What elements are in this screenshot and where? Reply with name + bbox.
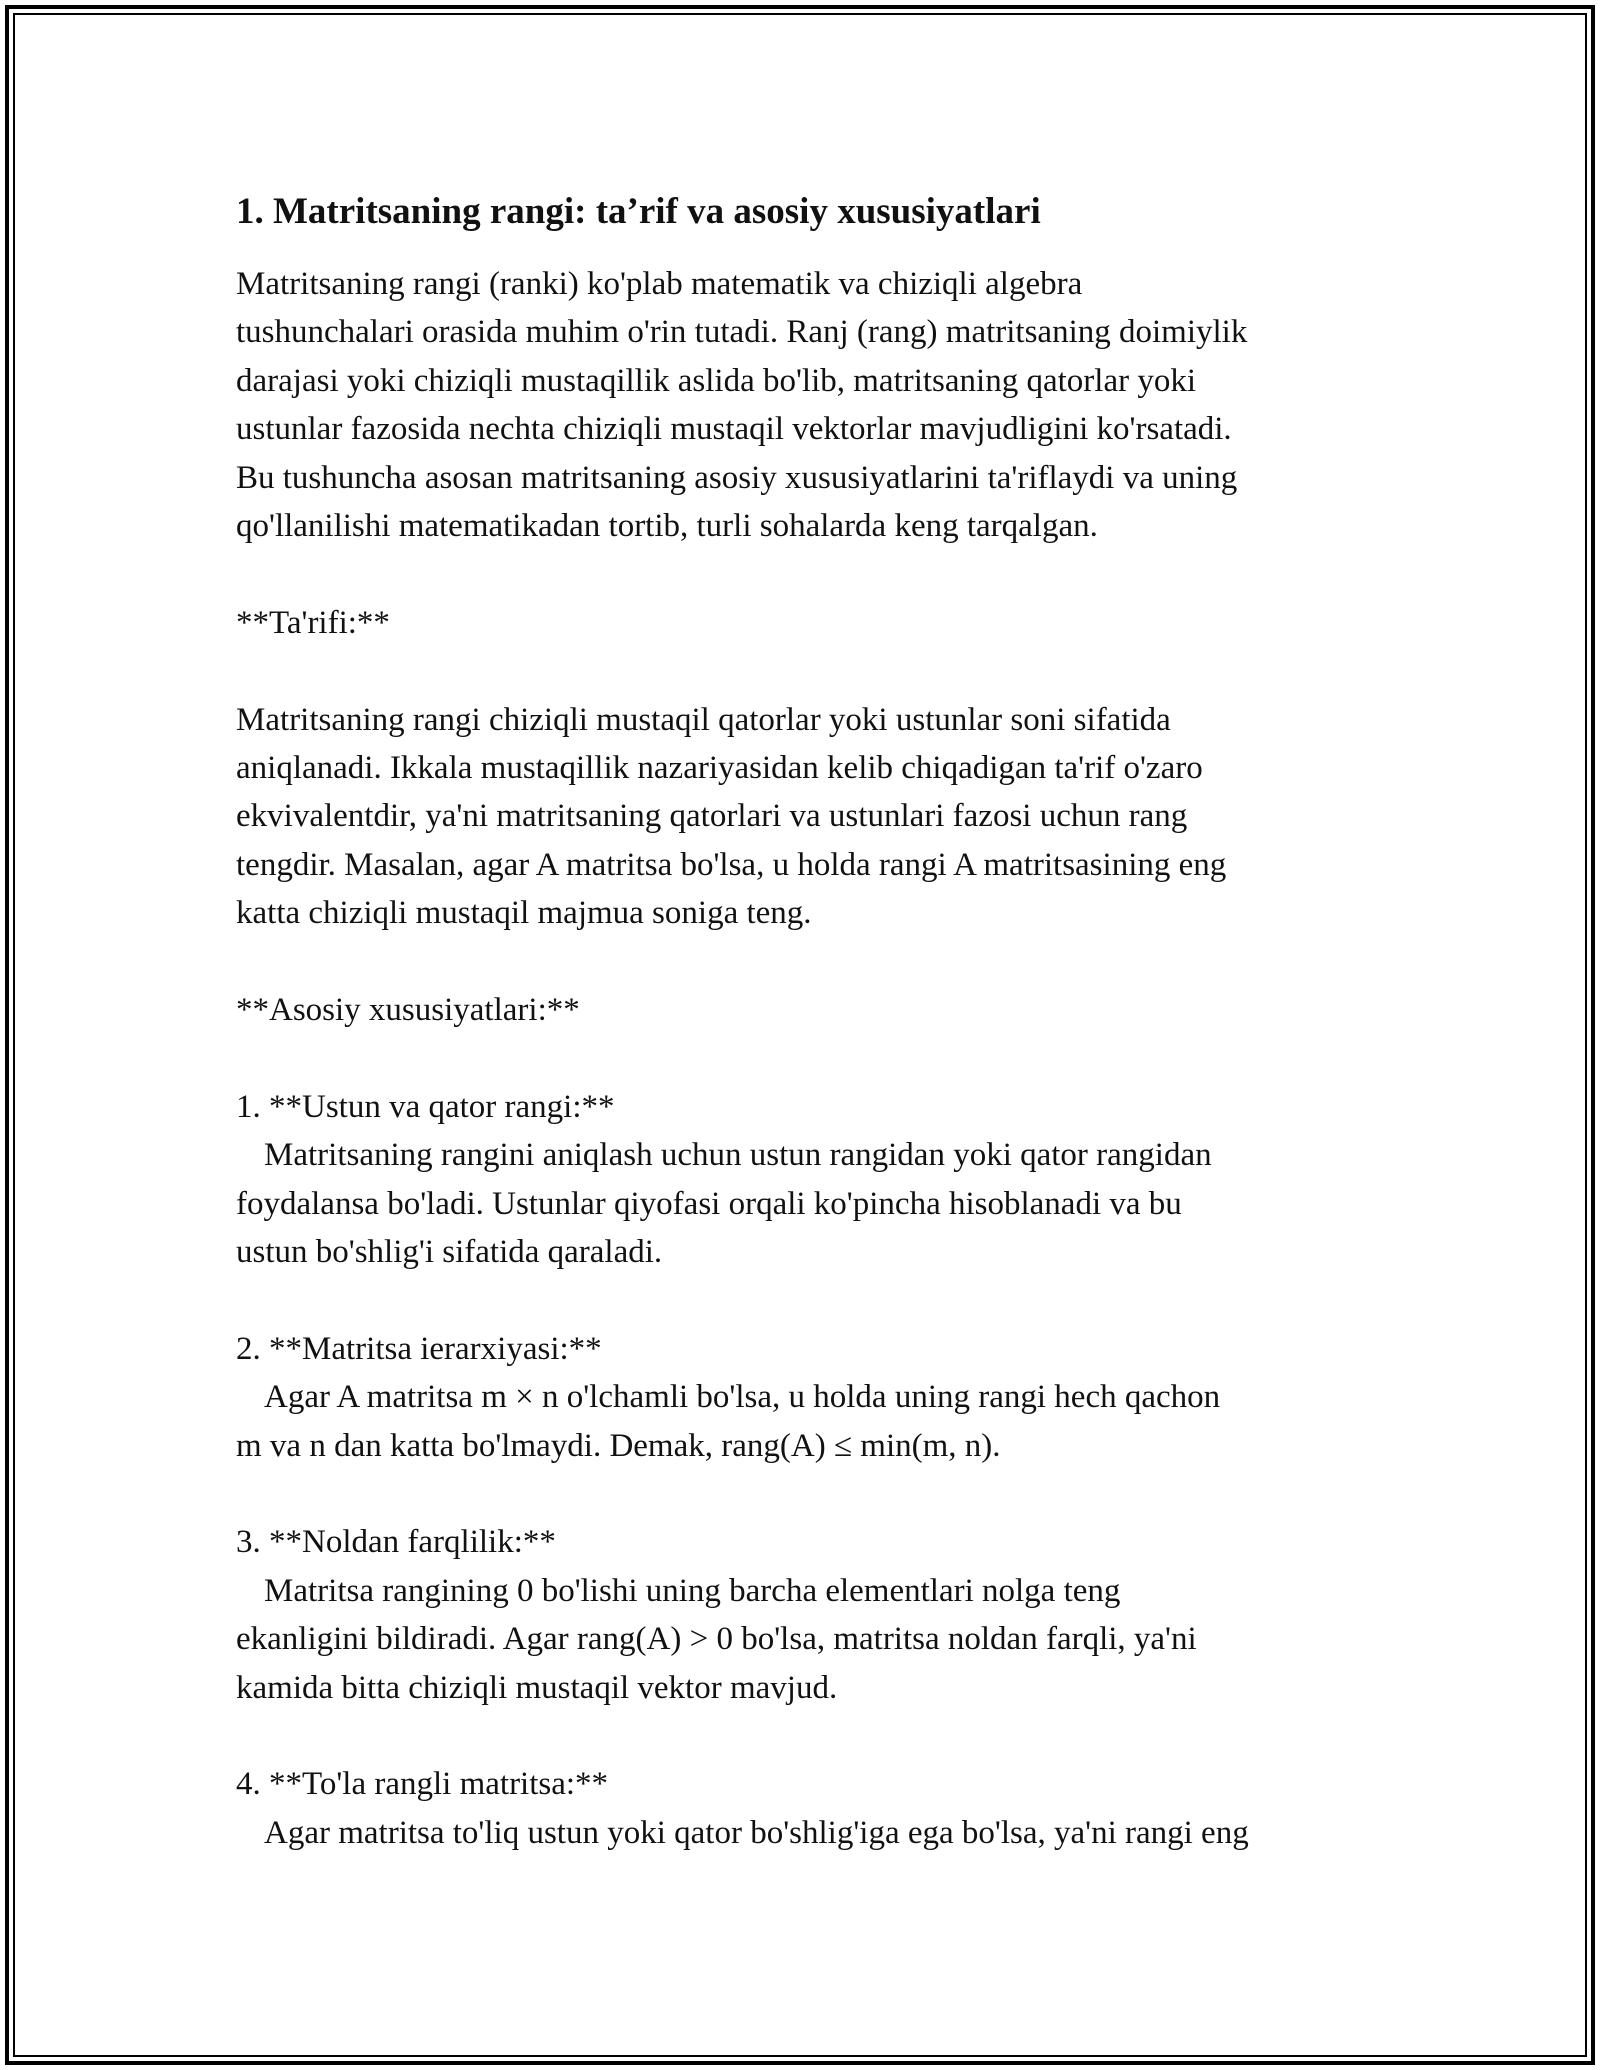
definition-line: Matritsaning rangi chiziqli mustaqil qatorlar yoki ustunlar soni sifatida bbox=[236, 701, 1171, 738]
section-title: 1. Matritsaning rangi: ta’rif va asosiy xususiyatlari bbox=[236, 191, 1041, 232]
intro-line: ustunlar fazosida nechta chiziqli mustaqil vektorlar mavjudligini ko'rsatadi. bbox=[236, 411, 1232, 448]
properties-heading: **Asosiy xususiyatlari:** bbox=[236, 992, 580, 1029]
property-line: Agar A matritsa m × n o'lchamli bo'lsa, u holda uning rangi hech qachon bbox=[264, 1379, 1221, 1416]
document-body bbox=[236, 186, 1366, 1857]
definition-line: ekvivalentdir, ya'ni matritsaning qatorlari va ustunlari fazosi uchun rang bbox=[236, 798, 1188, 835]
intro-line: Matritsaning rangi (ranki) ko'plab matematik va chiziqli algebra bbox=[236, 266, 1083, 302]
property-heading: 4. **To'la rangli matritsa:** bbox=[236, 1766, 609, 1803]
property-item bbox=[236, 1083, 1366, 1277]
intro-paragraph bbox=[236, 260, 1366, 550]
definition-line: aniqlanadi. Ikkala mustaqillik nazariyasidan kelib chiqadigan ta'rif o'zaro bbox=[236, 750, 1203, 787]
property-item bbox=[236, 1325, 1366, 1470]
property-heading: 1. **Ustun va qator rangi:** bbox=[236, 1088, 615, 1125]
property-item bbox=[236, 1518, 1366, 1712]
property-heading: 2. **Matritsa ierarxiyasi:** bbox=[236, 1330, 602, 1367]
property-line: Matritsaning rangini aniqlash uchun ustun rangidan yoki qator rangidan bbox=[264, 1137, 1212, 1174]
property-line: Agar matritsa to'liq ustun yoki qator bo'shlig'iga ega bo'lsa, ya'ni rangi eng bbox=[264, 1814, 1249, 1851]
property-heading: 3. **Noldan farqlilik:** bbox=[236, 1524, 556, 1561]
definition-line: katta chiziqli mustaqil majmua soniga teng. bbox=[236, 895, 812, 932]
intro-line: darajasi yoki chiziqli mustaqillik aslida bo'lib, matritsaning qatorlar yoki bbox=[236, 362, 1196, 399]
property-item bbox=[236, 1760, 1366, 1857]
intro-line: tushunchalari orasida muhim o'rin tutadi. Ranj (rang) matritsaning doimiylik bbox=[236, 314, 1248, 351]
definition-paragraph bbox=[236, 696, 1366, 938]
property-line: ustun bo'shlig'i sifatida qaraladi. bbox=[236, 1234, 663, 1271]
property-line: Matritsa rangining 0 bo'lishi uning barcha elementlari nolga teng bbox=[264, 1572, 1121, 1609]
property-line: foydalansa bo'ladi. Ustunlar qiyofasi orqali ko'pincha hisoblanadi va bu bbox=[236, 1185, 1182, 1222]
definition-line: tengdir. Masalan, agar A matritsa bo'lsa, u holda rangi A matritsasining eng bbox=[236, 846, 1227, 883]
intro-line: qo'llanilishi matematikadan tortib, turli sohalarda keng tarqalgan. bbox=[236, 508, 1098, 545]
property-line: m va n dan katta bo'lmaydi. Demak, rang(A) ≤ min(m, n). bbox=[236, 1427, 1001, 1464]
property-line: kamida bitta chiziqli mustaqil vektor mavjud. bbox=[236, 1669, 838, 1706]
intro-line: Bu tushuncha asosan matritsaning asosiy xususiyatlarini ta'riflaydi va uning bbox=[236, 459, 1238, 496]
property-line: ekanligini bildiradi. Agar rang(A) > 0 bo'lsa, matritsa noldan farqli, ya'ni bbox=[236, 1621, 1197, 1658]
definition-heading: **Ta'rifi:** bbox=[236, 604, 390, 641]
